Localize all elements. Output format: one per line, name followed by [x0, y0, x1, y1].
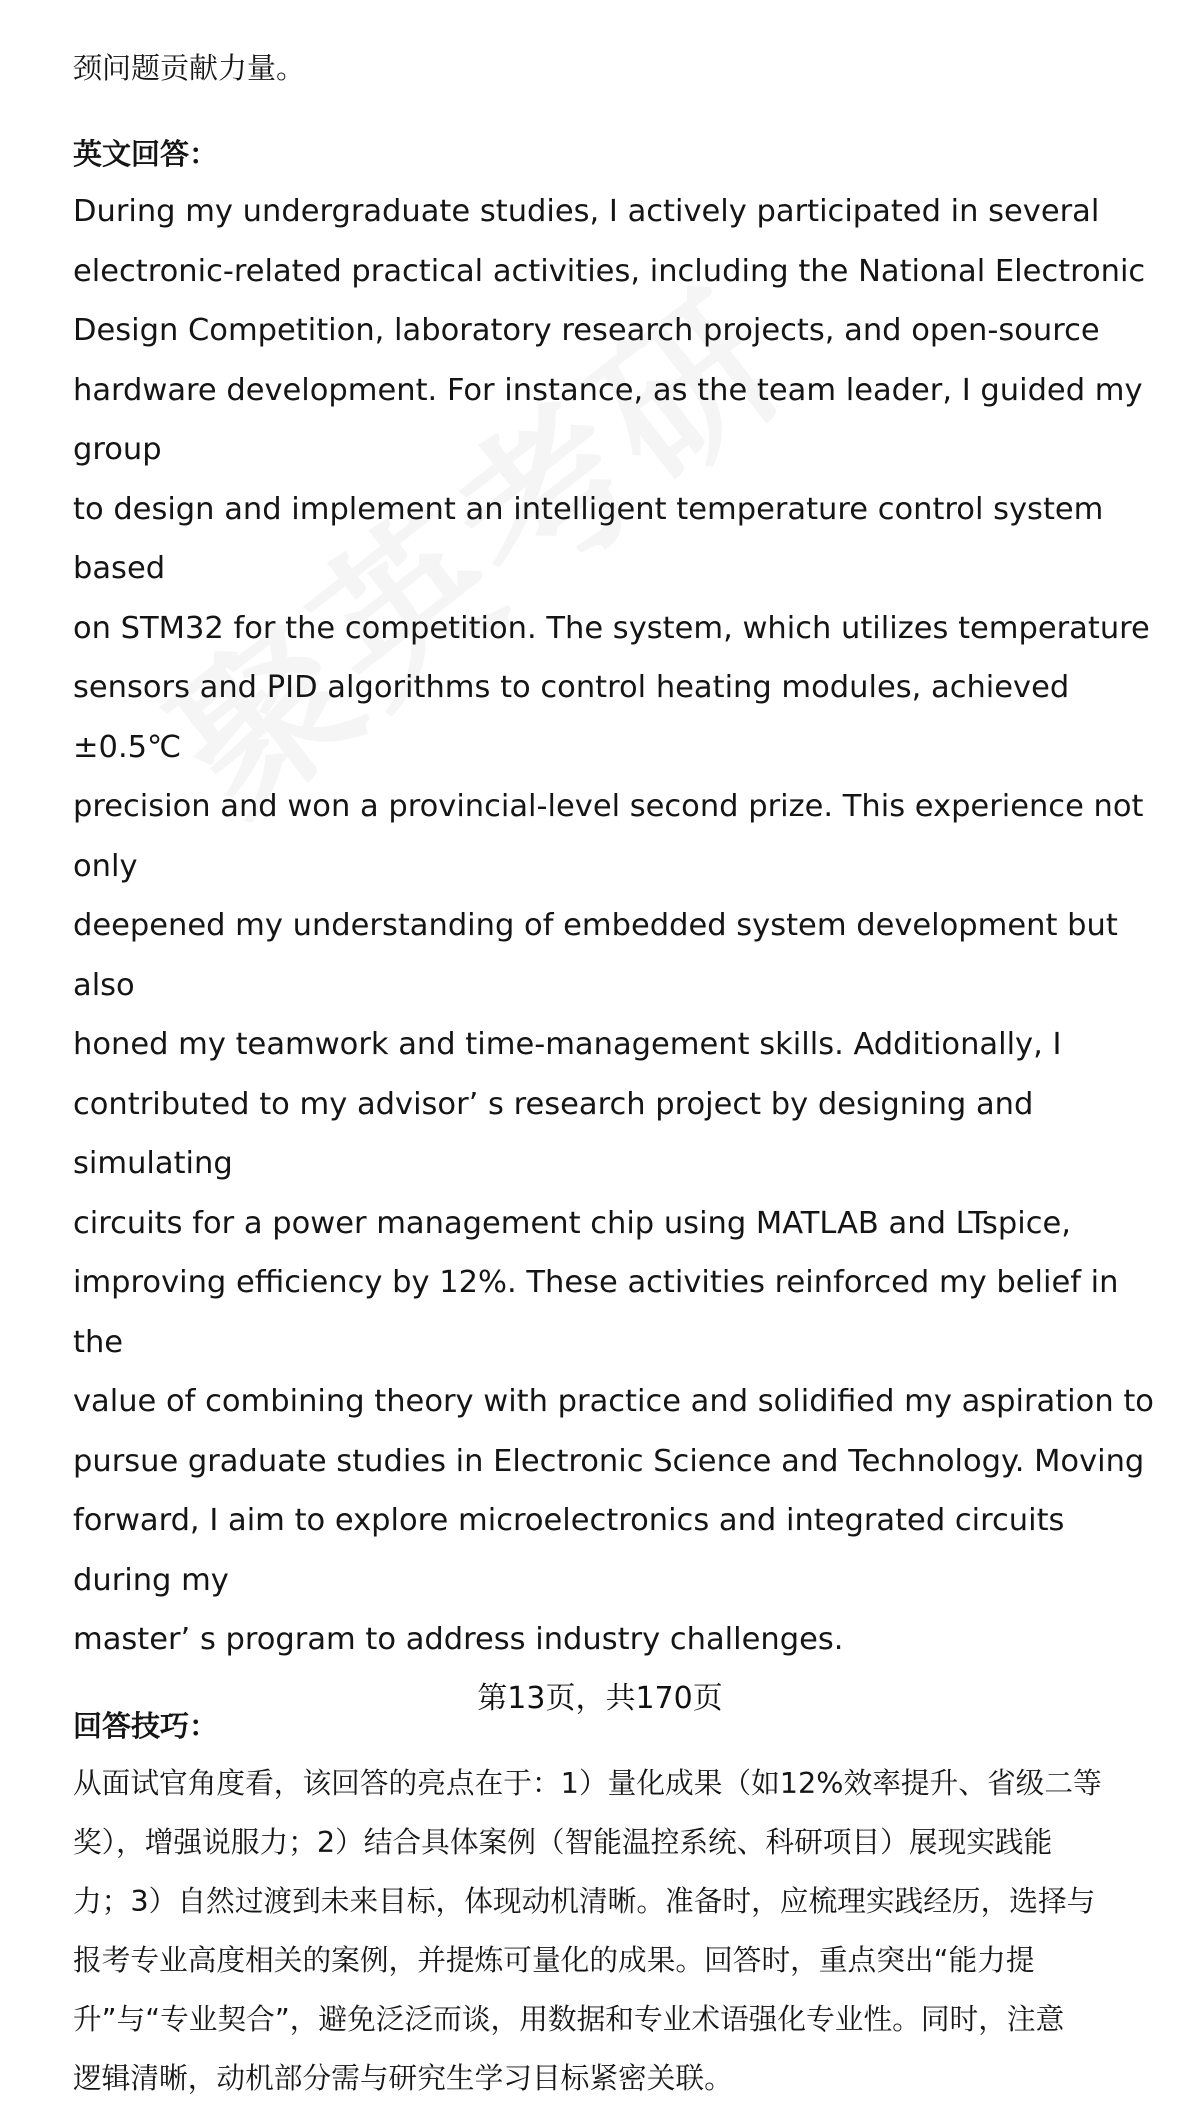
top-fragment: 颈问题贡献力量。: [73, 51, 306, 85]
english-line: contributed to my advisor’ s research project by designing and simulating: [73, 1086, 1034, 1181]
english-line: to design and implement an intelligent temperature control system based: [73, 491, 1104, 586]
tips-line: 报考专业高度相关的案例，并提炼可量化的成果。回答时，重点突出“能力提: [73, 1942, 1035, 1977]
document-page: [73, 40, 1163, 2108]
english-answer: [73, 182, 1163, 1670]
tips-line: 升”与“专业契合”，避免泛泛而谈，用数据和专业术语强化专业性。同时，注意: [73, 2001, 1065, 2036]
english-line: master’ s program to address industry challenges.: [73, 1622, 844, 1657]
english-line: electronic-related practical activities, including the National Electronic: [73, 253, 1146, 289]
english-answer-heading: 英文回答：: [73, 137, 219, 171]
english-line: During my undergraduate studies, I actively participated in several: [73, 194, 1100, 229]
english-line: deepened my understanding of embedded system development but also: [73, 908, 1118, 1003]
tips-line: 从面试官角度看，该回答的亮点在于：1）量化成果（如12%效率提升、省级二等: [73, 1765, 1102, 1800]
tips-line: 奖），增强说服力；2）结合具体案例（智能温控系统、科研项目）展现实践能: [73, 1824, 1053, 1859]
english-line: hardware development. For instance, as the team leader, I guided my group: [73, 372, 1143, 467]
english-line: value of combining theory with practice and solidified my aspiration to: [73, 1384, 1154, 1419]
english-line: Design Competition, laboratory research projects, and open-source: [73, 313, 1100, 348]
english-line: forward, I aim to explore microelectronics and integrated circuits during my: [73, 1503, 1065, 1598]
english-line: honed my teamwork and time-management skills. Additionally, I: [73, 1027, 1062, 1062]
tips-line: 逻辑清晰，动机部分需与研究生学习目标紧密关联。: [73, 2060, 733, 2095]
english-line: precision and won a provincial-level second prize. This experience not only: [73, 789, 1144, 884]
english-line: circuits for a power management chip using MATLAB and LTspice,: [73, 1205, 1071, 1241]
english-line: improving efficiency by 12%. These activities reinforced my belief in the: [73, 1265, 1119, 1360]
page-number: 第13页，共170页: [477, 1681, 723, 1716]
english-line: sensors and PID algorithms to control heating modules, achieved ±0.5℃: [73, 670, 1070, 765]
answer-tips-heading: 回答技巧：: [73, 1708, 219, 1743]
english-line: on STM32 for the competition. The system, which utilizes temperature: [73, 610, 1150, 646]
answer-tips: [73, 1754, 1163, 2108]
tips-line: 力；3）自然过渡到未来目标，体现动机清晰。准备时，应梳理实践经历，选择与: [73, 1883, 1096, 1918]
section-gap: [73, 96, 1163, 126]
english-line: pursue graduate studies in Electronic Science and Technology. Moving: [73, 1443, 1145, 1479]
